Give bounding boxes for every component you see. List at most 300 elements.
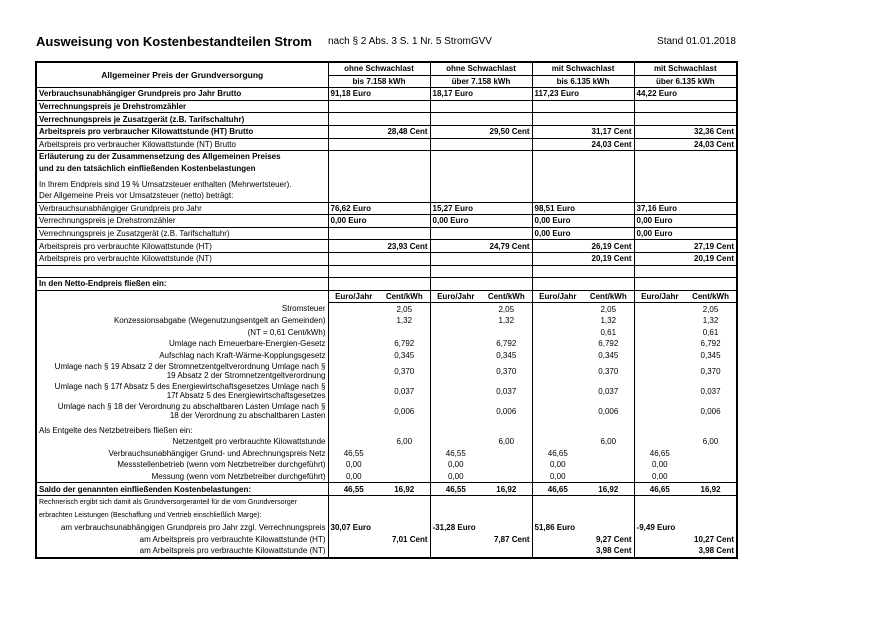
- component-label: Messstellenbetrieb (wenn vom Netzbetreiber durchgeführt): [36, 459, 328, 471]
- component-euro: [430, 315, 481, 327]
- price-value: 0,00 Euro: [328, 215, 430, 228]
- empty-cell: [532, 265, 634, 278]
- component-cent: [379, 459, 430, 471]
- empty-cell: [481, 495, 532, 509]
- component-euro: [430, 401, 481, 421]
- network-row: [36, 447, 737, 459]
- empty-cell: [481, 421, 532, 436]
- component-row: [36, 338, 737, 350]
- calc-note: Rechnerisch ergibt sich damit als Grundversorgeranteil für die vom Grundversorger: [36, 495, 328, 509]
- row-label: Verrechnungspreis je Zusatzgerät (z.B. Tarifschaltuhr): [36, 227, 328, 240]
- component-cent: 0,037: [583, 381, 634, 401]
- explanation-row: [36, 163, 737, 175]
- empty-cell: [685, 495, 737, 509]
- calc-cent: 3,98 Cent: [583, 545, 634, 558]
- empty-cell: [583, 495, 634, 509]
- explanation-text: In Ihrem Endpreis sind 19 % Umsatzsteuer enthalten (Mehrwertsteuer).: [36, 174, 328, 190]
- price-value: 20,19 Cent: [532, 252, 634, 265]
- empty-cell: [379, 495, 430, 509]
- component-euro: [634, 350, 685, 362]
- component-euro: [430, 303, 481, 315]
- column-header-line1: mit Schwachlast: [634, 62, 737, 75]
- component-cent: [583, 471, 634, 483]
- explanation-row: [36, 151, 737, 163]
- saldo-cent: 16,92: [481, 483, 532, 496]
- component-label: Umlage nach § 18 der Verordnung zu abschaltbaren Lasten Umlage nach § 18 der Verordnung zu abschaltbaren Lasten: [36, 401, 328, 421]
- empty-cell: [328, 278, 430, 291]
- unit-cent-label: Cent/kWh: [481, 290, 532, 303]
- netto-heading-row: [36, 278, 737, 291]
- empty-cell: [328, 509, 379, 522]
- component-cent: 0,006: [583, 401, 634, 421]
- document-date: Stand 01.01.2018: [657, 36, 736, 47]
- component-cent: [379, 471, 430, 483]
- net-price-row: [36, 240, 737, 253]
- unit-cent-label: Cent/kWh: [583, 290, 634, 303]
- empty-cell: [430, 174, 532, 190]
- price-value: 0,00 Euro: [634, 215, 737, 228]
- component-cent: 0,370: [481, 361, 532, 381]
- empty-cell: [634, 509, 685, 522]
- empty-cell: [430, 278, 532, 291]
- empty-cell: [379, 421, 430, 436]
- header-row: [36, 62, 737, 75]
- price-value: 29,50 Cent: [430, 125, 532, 138]
- header-label: Allgemeiner Preis der Grundversorgung: [36, 62, 328, 88]
- empty-cell: [583, 421, 634, 436]
- component-cent: [583, 459, 634, 471]
- legal-reference: nach § 2 Abs. 3 S. 1 Nr. 5 StromGVV: [328, 36, 492, 47]
- calc-note-row: [36, 495, 737, 509]
- price-value: [532, 100, 634, 113]
- unit-euro-label: Euro/Jahr: [634, 290, 685, 303]
- component-euro: [328, 338, 379, 350]
- unit-cent-label: Cent/kWh: [685, 290, 737, 303]
- price-value: 24,03 Cent: [532, 138, 634, 151]
- component-cent: 0,370: [685, 361, 737, 381]
- calc-row: [36, 533, 737, 545]
- component-euro: [532, 303, 583, 315]
- component-euro: [532, 350, 583, 362]
- component-cent: [481, 326, 532, 338]
- network-row: [36, 436, 737, 448]
- component-cent: 0,370: [379, 361, 430, 381]
- empty-cell: [685, 509, 737, 522]
- empty-cell: [328, 151, 430, 163]
- component-euro: 46,55: [328, 447, 379, 459]
- gross-price-row: [36, 113, 737, 126]
- network-row: [36, 459, 737, 471]
- calc-label: am Arbeitspreis pro verbrauchte Kilowattstunde (HT): [36, 533, 328, 545]
- row-label: Arbeitspreis pro verbrauchte Kilowattstunde (HT): [36, 240, 328, 253]
- column-header-line1: ohne Schwachlast: [328, 62, 430, 75]
- empty-cell: [430, 190, 532, 202]
- component-euro: [634, 361, 685, 381]
- calc-euro: 51,86 Euro: [532, 522, 583, 534]
- empty-cell: [328, 495, 379, 509]
- component-cent: 0,037: [685, 381, 737, 401]
- empty-cell: [634, 495, 685, 509]
- component-cent: 2,05: [481, 303, 532, 315]
- calc-euro: [328, 545, 379, 558]
- price-value: 31,17 Cent: [532, 125, 634, 138]
- calc-label: am Arbeitspreis pro verbrauchte Kilowattstunde (NT): [36, 545, 328, 558]
- explanation-text: Erläuterung zu der Zusammensetzung des Allgemeinen Preises: [36, 151, 328, 163]
- price-value: 0,00 Euro: [532, 227, 634, 240]
- component-cent: 6,00: [685, 436, 737, 448]
- price-value: [430, 113, 532, 126]
- calc-euro: [430, 545, 481, 558]
- section-heading: In den Netto-Endpreis fließen ein:: [36, 278, 328, 291]
- column-header-line2: über 7.158 kWh: [430, 75, 532, 88]
- component-cent: [481, 471, 532, 483]
- saldo-euro: 46,65: [634, 483, 685, 496]
- calc-cent: [481, 522, 532, 534]
- component-euro: 0,00: [328, 459, 379, 471]
- component-euro: [634, 338, 685, 350]
- component-euro: [532, 361, 583, 381]
- component-cent: 0,345: [685, 350, 737, 362]
- component-cent: 2,05: [583, 303, 634, 315]
- empty-cell: [430, 265, 532, 278]
- empty-cell: [379, 509, 430, 522]
- component-euro: [634, 436, 685, 448]
- empty-cell: [634, 151, 737, 163]
- component-cent: 0,006: [379, 401, 430, 421]
- calc-euro: [634, 545, 685, 558]
- component-cent: [379, 447, 430, 459]
- price-value: 0,00 Euro: [634, 227, 737, 240]
- empty-cell: [532, 421, 583, 436]
- component-cent: 0,345: [583, 350, 634, 362]
- price-value: 76,62 Euro: [328, 202, 430, 215]
- empty-cell: [634, 190, 737, 202]
- row-label: Verbrauchsunabhängiger Grundpreis pro Jahr Brutto: [36, 88, 328, 101]
- calc-cent: 3,98 Cent: [685, 545, 737, 558]
- price-value: [532, 113, 634, 126]
- column-header-line2: bis 7.158 kWh: [328, 75, 430, 88]
- empty-cell: [634, 174, 737, 190]
- price-value: [328, 100, 430, 113]
- component-label: Aufschlag nach Kraft-Wärme-Kopplungsgesetz: [36, 350, 328, 362]
- net-price-row: [36, 202, 737, 215]
- calc-euro: [532, 545, 583, 558]
- price-value: [634, 100, 737, 113]
- component-euro: [430, 350, 481, 362]
- empty-cell: [532, 509, 583, 522]
- component-euro: 0,00: [328, 471, 379, 483]
- saldo-cent: 16,92: [583, 483, 634, 496]
- gross-price-row: [36, 100, 737, 113]
- calc-cent: [583, 522, 634, 534]
- component-cent: 1,32: [481, 315, 532, 327]
- component-cent: 0,006: [481, 401, 532, 421]
- column-header-line1: ohne Schwachlast: [430, 62, 532, 75]
- calc-cent: 7,87 Cent: [481, 533, 532, 545]
- price-value: 26,19 Cent: [532, 240, 634, 253]
- calc-label: am verbrauchsunabhängigen Grundpreis pro Jahr zzgl. Verrechnungspreis: [36, 522, 328, 534]
- page-header: [36, 34, 736, 52]
- section-heading: Als Entgelte des Netzbetreibers fließen ein:: [36, 421, 328, 436]
- row-label: Verbrauchsunabhängiger Grundpreis pro Jahr: [36, 202, 328, 215]
- price-value: [634, 113, 737, 126]
- component-euro: 0,00: [532, 471, 583, 483]
- component-cent: 6,00: [379, 436, 430, 448]
- price-value: [430, 252, 532, 265]
- net-price-row: [36, 252, 737, 265]
- component-euro: 0,00: [430, 459, 481, 471]
- price-value: 18,17 Euro: [430, 88, 532, 101]
- explanation-row: [36, 174, 737, 190]
- calc-cent: [481, 545, 532, 558]
- component-euro: [430, 338, 481, 350]
- column-header-line1: mit Schwachlast: [532, 62, 634, 75]
- price-value: 0,00 Euro: [532, 215, 634, 228]
- component-euro: [430, 326, 481, 338]
- component-row: [36, 361, 737, 381]
- component-label: Netzentgelt pro verbrauchte Kilowattstunde: [36, 436, 328, 448]
- explanation-row: [36, 190, 737, 202]
- calc-note-row: [36, 509, 737, 522]
- component-euro: [430, 381, 481, 401]
- component-cent: 0,370: [583, 361, 634, 381]
- component-cent: 1,32: [685, 315, 737, 327]
- saldo-cent: 16,92: [685, 483, 737, 496]
- component-label: Umlage nach § 17f Absatz 5 des Energiewirtschaftsgesetzes Umlage nach § 17f Absatz 5 des Energiewirtschaftsgesetzes: [36, 381, 328, 401]
- empty-cell: [328, 421, 379, 436]
- component-euro: [634, 315, 685, 327]
- component-cent: 0,037: [481, 381, 532, 401]
- component-euro: [532, 381, 583, 401]
- calc-cent: 7,01 Cent: [379, 533, 430, 545]
- component-cent: 0,006: [685, 401, 737, 421]
- component-euro: [532, 326, 583, 338]
- units-row: [36, 290, 737, 303]
- component-euro: 0,00: [532, 459, 583, 471]
- component-label: Umlage nach § 19 Absatz 2 der Stromnetzentgeltverordnung Umlage nach § 19 Absatz 2 der Stromnetzentgeltverordnung: [36, 361, 328, 381]
- calc-euro: [430, 533, 481, 545]
- component-row: [36, 303, 737, 315]
- calc-cent: [379, 545, 430, 558]
- row-label: Verrechnungspreis je Zusatzgerät (z.B. Tarifschaltuhr): [36, 113, 328, 126]
- calc-row: [36, 545, 737, 558]
- price-value: 117,23 Euro: [532, 88, 634, 101]
- price-value: 0,00 Euro: [430, 215, 532, 228]
- price-value: 44,22 Euro: [634, 88, 737, 101]
- saldo-euro: 46,55: [328, 483, 379, 496]
- price-value: [328, 252, 430, 265]
- price-value: [430, 100, 532, 113]
- price-value: 27,19 Cent: [634, 240, 737, 253]
- component-cent: 6,792: [379, 338, 430, 350]
- component-cent: [685, 471, 737, 483]
- component-euro: [328, 381, 379, 401]
- row-label: Arbeitspreis pro verbraucher Kilowattstunde (NT) Brutto: [36, 138, 328, 151]
- calc-cent: [379, 522, 430, 534]
- price-value: 15,27 Euro: [430, 202, 532, 215]
- component-row: [36, 350, 737, 362]
- gross-price-row: [36, 125, 737, 138]
- calc-euro: [634, 533, 685, 545]
- price-value: [328, 227, 430, 240]
- component-euro: [532, 436, 583, 448]
- component-cent: [685, 447, 737, 459]
- row-label: Arbeitspreis pro verbrauchte Kilowattstunde (NT): [36, 252, 328, 265]
- component-label: Umlage nach Erneuerbare-Energien-Gesetz: [36, 338, 328, 350]
- calc-note: erbrachten Leistungen (Beschaffung und Vertrieb einschließlich Marge):: [36, 509, 328, 522]
- saldo-label: Saldo der genannten einfließenden Kostenbelastungen:: [36, 483, 328, 496]
- component-euro: [328, 326, 379, 338]
- component-euro: [634, 326, 685, 338]
- empty-cell: [634, 421, 685, 436]
- empty-cell: [685, 421, 737, 436]
- row-label: Verrechnungspreis je Drehstromzähler: [36, 100, 328, 113]
- component-euro: [634, 401, 685, 421]
- component-euro: [430, 436, 481, 448]
- component-label: Verbrauchsunabhängiger Grund- und Abrechnungspreis Netz: [36, 447, 328, 459]
- empty-cell: [532, 151, 634, 163]
- empty-cell: [328, 265, 430, 278]
- empty-cell: [532, 495, 583, 509]
- component-euro: 0,00: [634, 459, 685, 471]
- component-euro: [328, 303, 379, 315]
- component-label: (NT = 0,61 Cent/kWh): [36, 326, 328, 338]
- component-euro: 46,65: [532, 447, 583, 459]
- component-cent: 0,61: [685, 326, 737, 338]
- component-row: [36, 381, 737, 401]
- empty-cell: [481, 509, 532, 522]
- component-euro: [328, 350, 379, 362]
- component-cent: 6,792: [685, 338, 737, 350]
- network-row: [36, 471, 737, 483]
- component-row: [36, 315, 737, 327]
- component-euro: [532, 315, 583, 327]
- empty-cell: [36, 265, 328, 278]
- calc-euro: 30,07 Euro: [328, 522, 379, 534]
- price-value: 37,16 Euro: [634, 202, 737, 215]
- component-cent: 6,792: [481, 338, 532, 350]
- component-cent: 0,345: [379, 350, 430, 362]
- saldo-euro: 46,65: [532, 483, 583, 496]
- empty-cell: [430, 163, 532, 175]
- gross-price-row: [36, 138, 737, 151]
- price-value: [328, 138, 430, 151]
- document-title: Ausweisung von Kostenbestandteilen Strom: [36, 34, 312, 49]
- net-price-row: [36, 215, 737, 228]
- calc-euro: -9,49 Euro: [634, 522, 685, 534]
- component-euro: [328, 361, 379, 381]
- empty-cell: [634, 265, 737, 278]
- component-cent: 1,32: [583, 315, 634, 327]
- empty-cell: [328, 163, 430, 175]
- explanation-text: und zu den tatsächlich einfließenden Kostenbelastungen: [36, 163, 328, 175]
- price-value: 28,48 Cent: [328, 125, 430, 138]
- price-value: [430, 138, 532, 151]
- component-label: Stromsteuer: [36, 303, 328, 315]
- component-euro: [634, 303, 685, 315]
- empty-cell: [430, 421, 481, 436]
- net-price-row: [36, 227, 737, 240]
- component-row: [36, 401, 737, 421]
- empty-cell: [328, 190, 430, 202]
- component-cent: 6,00: [481, 436, 532, 448]
- row-label: Verrechnungspreis je Drehstromzähler: [36, 215, 328, 228]
- saldo-euro: 46,55: [430, 483, 481, 496]
- spacer-row: [36, 265, 737, 278]
- component-euro: [328, 436, 379, 448]
- unit-euro-label: Euro/Jahr: [532, 290, 583, 303]
- component-label: Konzessionsabgabe (Wegenutzungsentgelt an Gemeinden): [36, 315, 328, 327]
- explanation-text: Der Allgemeine Preis vor Umsatzsteuer (netto) beträgt:: [36, 190, 328, 202]
- saldo-row: [36, 483, 737, 496]
- component-euro: [532, 401, 583, 421]
- component-euro: 46,55: [430, 447, 481, 459]
- row-label: Arbeitspreis pro verbraucher Kilowattstunde (HT) Brutto: [36, 125, 328, 138]
- empty-cell: [634, 278, 737, 291]
- calc-euro: [328, 533, 379, 545]
- price-value: 23,93 Cent: [328, 240, 430, 253]
- empty-cell: [430, 151, 532, 163]
- component-cent: [379, 326, 430, 338]
- component-row: [36, 326, 737, 338]
- calc-row: [36, 522, 737, 534]
- component-euro: 0,00: [430, 471, 481, 483]
- empty-cell: [532, 190, 634, 202]
- component-cent: 1,32: [379, 315, 430, 327]
- saldo-cent: 16,92: [379, 483, 430, 496]
- calc-euro: -31,28 Euro: [430, 522, 481, 534]
- component-cent: 6,792: [583, 338, 634, 350]
- component-cent: [685, 459, 737, 471]
- component-cent: [583, 447, 634, 459]
- component-cent: 6,00: [583, 436, 634, 448]
- empty-cell: [634, 163, 737, 175]
- component-cent: 2,05: [379, 303, 430, 315]
- price-value: 20,19 Cent: [634, 252, 737, 265]
- calc-cent: 10,27 Cent: [685, 533, 737, 545]
- price-value: 91,18 Euro: [328, 88, 430, 101]
- component-euro: [328, 401, 379, 421]
- empty-cell: [430, 509, 481, 522]
- empty-cell: [583, 509, 634, 522]
- price-value: [430, 227, 532, 240]
- component-cent: 2,05: [685, 303, 737, 315]
- component-cent: [481, 447, 532, 459]
- empty-cell: [430, 495, 481, 509]
- empty-cell: [328, 174, 430, 190]
- price-value: 24,03 Cent: [634, 138, 737, 151]
- calc-cent: 9,27 Cent: [583, 533, 634, 545]
- component-euro: [634, 381, 685, 401]
- price-value: 24,79 Cent: [430, 240, 532, 253]
- unit-euro-label: Euro/Jahr: [328, 290, 379, 303]
- component-euro: 46,65: [634, 447, 685, 459]
- component-euro: 0,00: [634, 471, 685, 483]
- component-label: Messung (wenn vom Netzbetreiber durchgeführt): [36, 471, 328, 483]
- component-cent: [481, 459, 532, 471]
- component-cent: 0,61: [583, 326, 634, 338]
- price-value: [328, 113, 430, 126]
- calc-euro: [532, 533, 583, 545]
- calc-cent: [685, 522, 737, 534]
- empty-cell: [532, 163, 634, 175]
- component-euro: [430, 361, 481, 381]
- component-cent: 0,345: [481, 350, 532, 362]
- price-table: [35, 61, 738, 559]
- price-value: 32,36 Cent: [634, 125, 737, 138]
- empty-cell: [532, 278, 634, 291]
- column-header-line2: bis 6.135 kWh: [532, 75, 634, 88]
